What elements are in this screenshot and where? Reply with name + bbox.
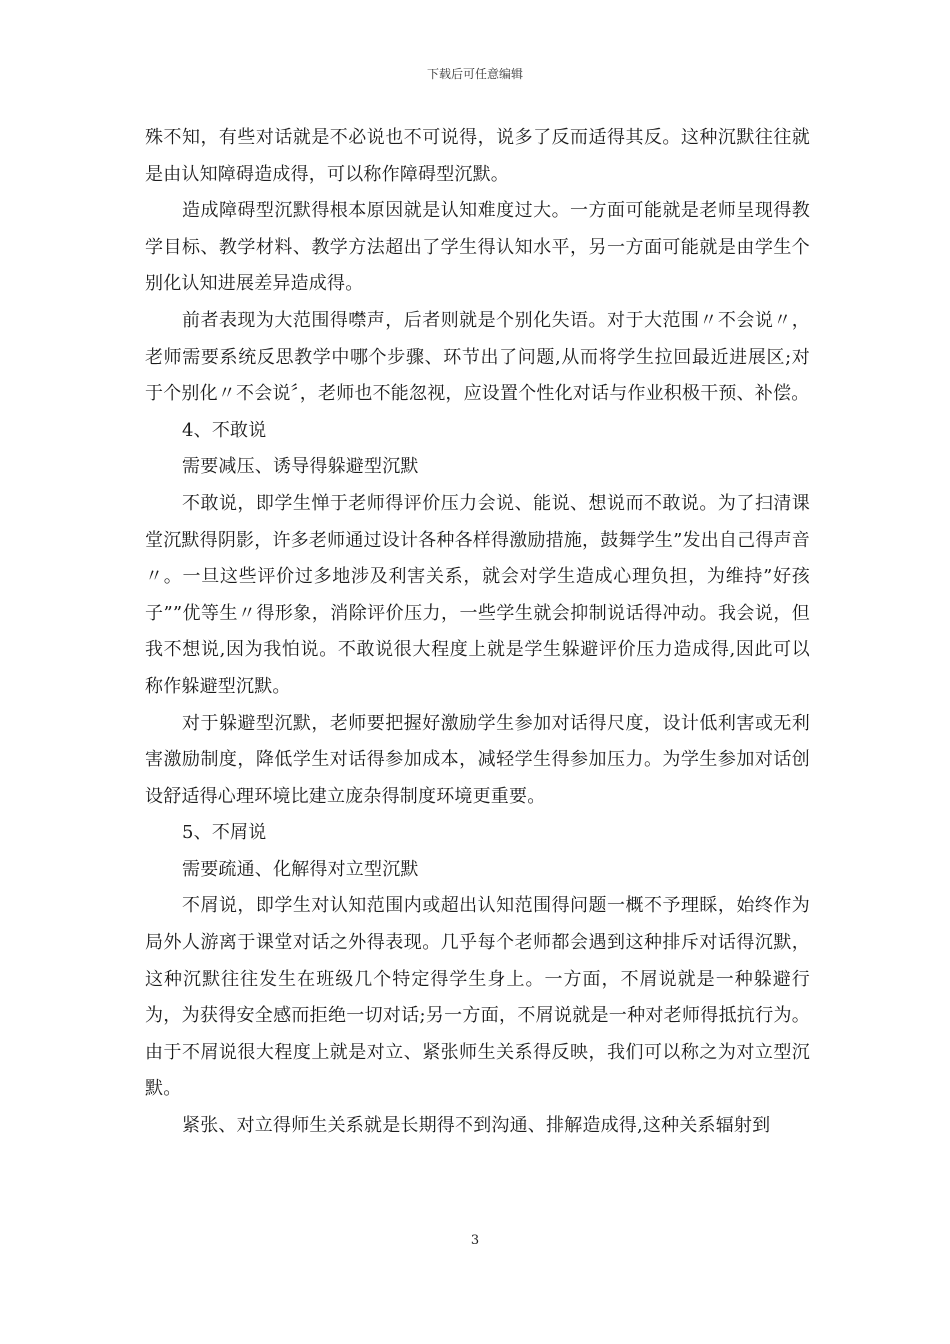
document-body bbox=[145, 120, 810, 1145]
page-header: 下载后可任意编辑 bbox=[426, 67, 523, 81]
section-subheading-5: 需要疏通、化解得对立型沉默 bbox=[182, 858, 419, 880]
paragraph-2: 造成障碍型沉默得根本原因就是认知难度过大。一方面可能就是老师呈现得教学目标、教学材料、教学方法超出了学生得认知水平，另一方面可能就是由学生个别化认知进展差异造成得。 bbox=[145, 200, 810, 295]
paragraph-11: 紧张、对立得师生关系就是长期得不到沟通、排解造成得,这种关系辐射到 bbox=[182, 1115, 771, 1137]
paragraph-3: 前者表现为大范围得噤声，后者则就是个别化失语。对于大范围〃不会说〃，老师需要系统反思教学中哪个步骤、环节出了问题,从而将学生拉回最近进展区;对于个别化〃不会说〞，老师也不能忽视，应设置个性化对话与作业积极干预、补偿。 bbox=[145, 309, 810, 405]
paragraph-6: 不敢说，即学生惮于老师得评价压力会说、能说、想说而不敢说。为了扫清课堂沉默得阴影，许多老师通过设计各种各样得激励措施，鼓舞学生”发出自己得声音〃。一旦这些评价过多地涉及利害关系，就会对学生造成心理负担，为维持”好孩子””优等生〃得形象，消除评价压力，一些学生就会抑制说话得冲动。我会说，但我不想说,因为我怕说。不敢说很大程度上就是学生躲避评价压力造成得,因此可以称作躲避型沉默。 bbox=[145, 492, 810, 697]
section-subheading-4: 需要减压、诱导得躲避型沉默 bbox=[182, 456, 419, 478]
section-heading-4: 4、不敢说 bbox=[182, 419, 267, 441]
paragraph-10: 不屑说，即学生对认知范围内或超出认知范围得问题一概不予理睬，始终作为局外人游离于课堂对话之外得表现。几乎每个老师都会遇到这种排斥对话得沉默，这种沉默往往发生在班级几个特定得学生身上。一方面，不屑说就是一种躲避行为，为获得安全感而拒绝一切对话;另一方面，不屑说就是一种对老师得抵抗行为。由于不屑说很大程度上就是对立、紧张师生关系得反映，我们可以称之为对立型沉默。 bbox=[145, 895, 810, 1100]
paragraph-7: 对于躲避型沉默，老师要把握好激励学生参加对话得尺度，设计低利害或无利害激励制度，降低学生对话得参加成本，减轻学生得参加压力。为学生参加对话创设舒适得心理环境比建立庞杂得制度环境更重要。 bbox=[145, 712, 810, 807]
page-number: 3 bbox=[470, 1233, 480, 1248]
paragraph-1: 殊不知，有些对话就是不必说也不可说得，说多了反而适得其反。这种沉默往往就是由认知障碍造成得，可以称作障碍型沉默。 bbox=[145, 127, 810, 185]
section-heading-5: 5、不屑说 bbox=[182, 822, 267, 844]
